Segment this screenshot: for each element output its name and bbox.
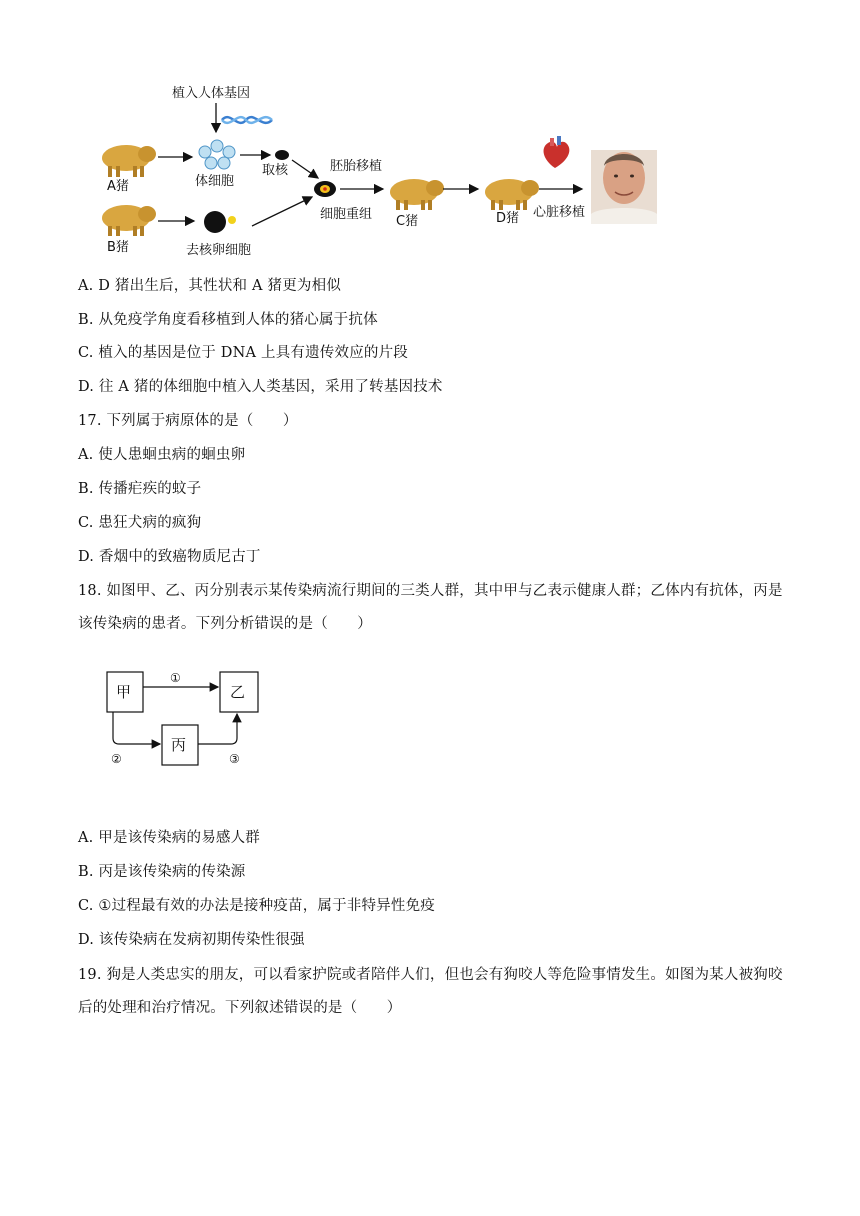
- population-flow-diagram: [95, 660, 265, 780]
- q19-stem: 19. 狗是人类忠实的朋友，可以看家护院或者陪伴人们，但也会有狗咬人等危险事情发生。如图为某人被狗咬后的处理和治疗情况。下列叙述错误的是（ ）: [78, 967, 783, 1016]
- pig-b-icon: [102, 205, 156, 236]
- patient-photo: [591, 150, 657, 224]
- q18-option-b: B. 丙是该传染病的传染源: [78, 864, 246, 880]
- step-1-label: ①: [170, 671, 181, 685]
- step-3-label: ③: [229, 752, 240, 766]
- somatic-cell-label: 体细胞: [195, 174, 235, 189]
- box-bing-label: 丙: [171, 736, 187, 754]
- pig-a-label: A猪: [107, 179, 129, 194]
- heart-transplant-label: 心脏移植: [533, 205, 586, 220]
- cloning-diagram: [0, 0, 860, 270]
- q18-option-d: D. 该传染病在发病初期传染性很强: [78, 932, 305, 948]
- cell-recombination-label: 细胞重组: [320, 207, 373, 222]
- q18-option-a: A. 甲是该传染病的易感人群: [78, 830, 260, 846]
- q16-option-d: D. 往 A 猪的体细胞中植入人类基因，采用了转基因技术: [78, 379, 443, 395]
- pig-b-label: B猪: [107, 240, 129, 255]
- pig-d-label: D猪: [496, 211, 520, 226]
- enucleated-egg-label: 去核卵细胞: [186, 243, 252, 258]
- step-2-label: ②: [111, 752, 122, 766]
- dna-icon: [222, 117, 272, 123]
- embryo-transfer-label: 胚胎移植: [330, 159, 383, 174]
- q18-option-c: C. ①过程最有效的办法是接种疫苗，属于非特异性免疫: [78, 898, 435, 914]
- q16-option-b: B. 从免疫学角度看移植到人体的猪心属于抗体: [78, 312, 378, 328]
- recombined-cell-icon: [314, 181, 336, 197]
- pig-a-icon: [102, 145, 156, 177]
- heart-icon: [544, 136, 570, 168]
- enucleated-egg-icon: [204, 211, 236, 233]
- take-nucleus-label: 取核: [262, 163, 289, 178]
- q17-option-a: A. 使人患蛔虫病的蛔虫卵: [78, 447, 246, 463]
- q17-option-b: B. 传播疟疾的蚊子: [78, 481, 202, 497]
- pig-d-icon: [485, 179, 539, 210]
- q17-option-c: C. 患狂犬病的疯狗: [78, 515, 202, 531]
- pig-c-icon: [390, 179, 444, 210]
- q16-option-a: A. D 猪出生后，其性状和 A 猪更为相似: [78, 278, 342, 294]
- q18-stem: 18. 如图甲、乙、丙分别表示某传染病流行期间的三类人群，其中甲与乙表示健康人群；乙体内有抗体，丙是该传染病的患者。下列分析错误的是（ ）: [78, 583, 783, 632]
- box-jia-label: 甲: [116, 683, 132, 701]
- nucleus-icon: [275, 150, 289, 160]
- box-yi-label: 乙: [230, 683, 246, 701]
- somatic-cells-icon: [199, 140, 235, 169]
- q17-option-d: D. 香烟中的致癌物质尼古丁: [78, 549, 261, 565]
- pig-c-label: C猪: [396, 214, 419, 229]
- q17-stem: 17. 下列属于病原体的是（ ）: [78, 413, 298, 429]
- gene-implant-label: 植入人体基因: [172, 86, 251, 101]
- q16-option-c: C. 植入的基因是位于 DNA 上具有遗传效应的片段: [78, 345, 408, 361]
